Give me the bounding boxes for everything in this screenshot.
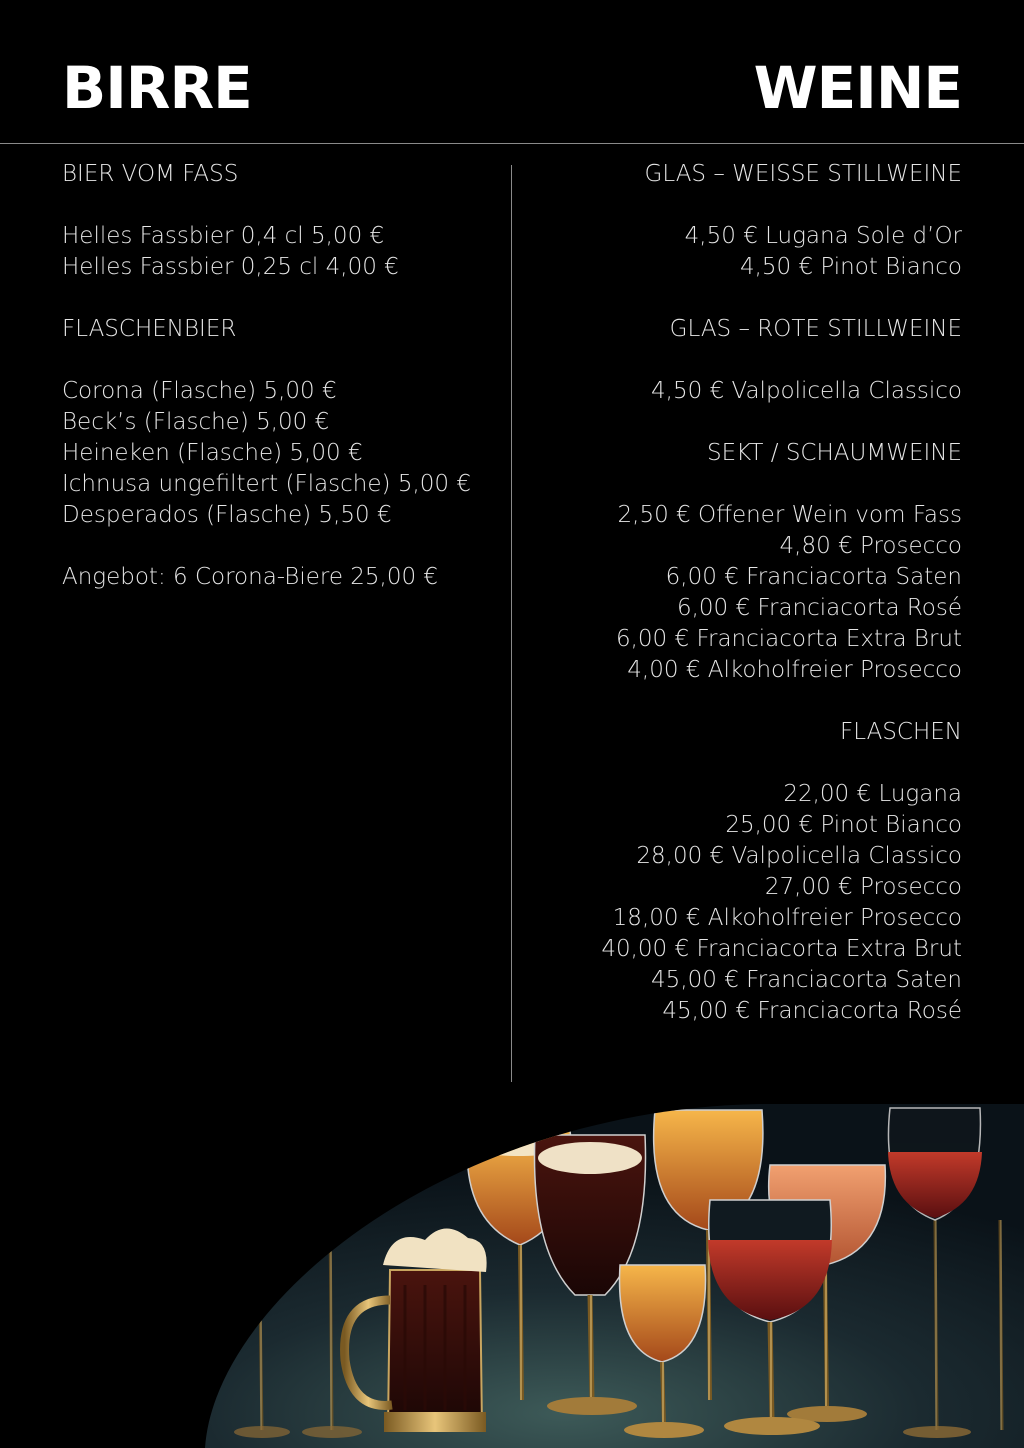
- menu-item: Helles Fassbier 0,4 cl 5,00 €: [62, 223, 385, 249]
- beer-section-draft: [62, 159, 502, 283]
- drinks-illustration: [0, 1100, 1024, 1448]
- menu-item: 45,00 € Franciacorta Rosé: [662, 998, 962, 1024]
- menu-item: 22,00 € Lugana: [783, 781, 962, 807]
- menu-item: 40,00 € Franciacorta Extra Brut: [601, 936, 962, 962]
- menu-item: Heineken (Flasche) 5,00 €: [62, 440, 363, 466]
- menu-item: Helles Fassbier 0,25 cl 4,00 €: [62, 254, 399, 280]
- menu-item: 4,80 € Prosecco: [779, 533, 962, 559]
- wine-section-bottles: [522, 717, 962, 1027]
- wine-column: [522, 159, 962, 1027]
- wine-section-white: [522, 159, 962, 283]
- section-heading: FLASCHEN: [840, 719, 962, 745]
- menu-item: Beck’s (Flasche) 5,00 €: [62, 409, 330, 435]
- column-divider: [511, 165, 512, 1082]
- menu-item: 25,00 € Pinot Bianco: [725, 812, 962, 838]
- menu-item: 27,00 € Prosecco: [764, 874, 962, 900]
- menu-item: 45,00 € Franciacorta Saten: [651, 967, 962, 993]
- menu-item: 2,50 € Offener Wein vom Fass: [617, 502, 962, 528]
- menu-item: 18,00 € Alkoholfreier Prosecco: [612, 905, 962, 931]
- menu-item: Ichnusa ungefiltert (Flasche) 5,00 €: [62, 471, 471, 497]
- beer-section-bottled: [62, 314, 502, 531]
- menu-item: 4,50 € Lugana Sole d’Or: [684, 223, 962, 249]
- section-heading: FLASCHENBIER: [62, 316, 237, 342]
- menu-item: 6,00 € Franciacorta Saten: [665, 564, 962, 590]
- menu-item: 4,50 € Pinot Bianco: [739, 254, 962, 280]
- beer-offer: Angebot: 6 Corona-Biere 25,00 €: [62, 564, 439, 590]
- section-heading: GLAS – WEISSE STILLWEINE: [644, 161, 962, 187]
- menu-item: 4,50 € Valpolicella Classico: [651, 378, 962, 404]
- menu-item: 28,00 € Valpolicella Classico: [636, 843, 962, 869]
- menu-item: Corona (Flasche) 5,00 €: [62, 378, 337, 404]
- menu-item: 6,00 € Franciacorta Rosé: [676, 595, 962, 621]
- beer-column: [62, 159, 502, 593]
- menu-item: 6,00 € Franciacorta Extra Brut: [615, 626, 962, 652]
- beer-title: BIRRE: [62, 54, 252, 122]
- wine-section-red: [522, 314, 962, 407]
- section-heading: GLAS – ROTE STILLWEINE: [669, 316, 962, 342]
- section-heading: BIER VOM FASS: [62, 161, 239, 187]
- menu-item: 4,00 € Alkoholfreier Prosecco: [627, 657, 962, 683]
- menu-item: Desperados (Flasche) 5,50 €: [62, 502, 392, 528]
- wine-section-sparkling: [522, 438, 962, 686]
- wine-title: WEINE: [753, 54, 962, 122]
- header-divider: [0, 143, 1024, 144]
- section-heading: SEKT / SCHAUMWEINE: [706, 440, 962, 466]
